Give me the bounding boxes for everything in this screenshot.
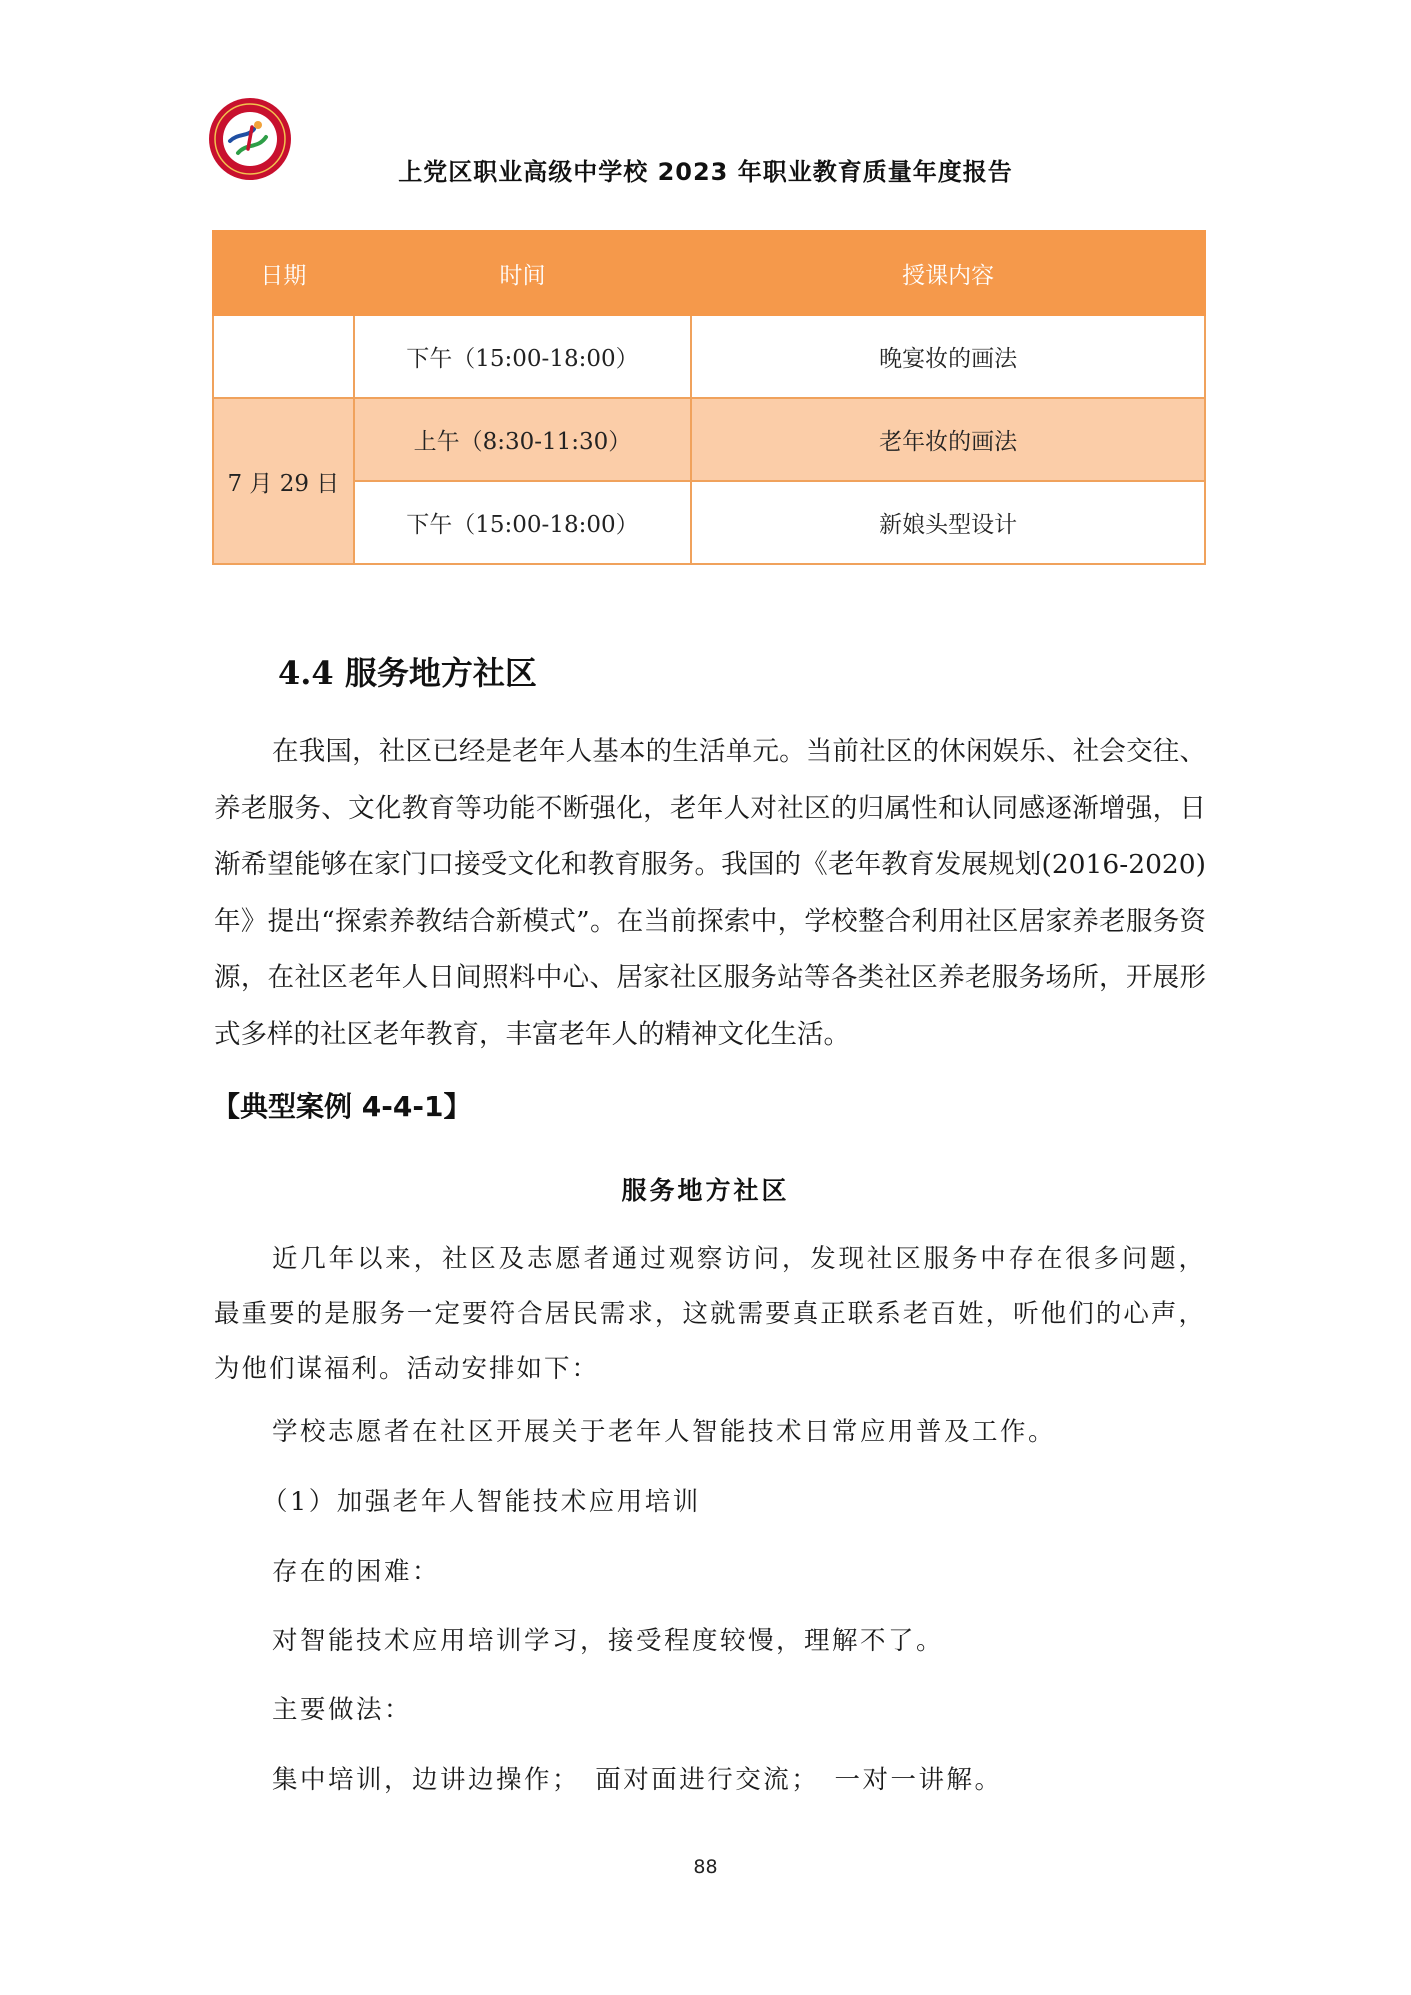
table-cell-time: 下午（15:00-18:00） xyxy=(354,481,691,564)
schedule-table xyxy=(212,230,1206,565)
table-row xyxy=(213,398,1205,481)
case-label: 【典型案例 4-4-1】 xyxy=(212,1090,472,1123)
case-line: （1）加强老年人智能技术应用培训 xyxy=(262,1487,701,1517)
document-header-title: 上党区职业高级中学校 2023 年职业教育质量年度报告 xyxy=(398,158,1013,186)
table-cell-time: 上午（8:30-11:30） xyxy=(354,398,691,481)
table-cell-date: 7 月 29 日 xyxy=(213,398,354,564)
table-row xyxy=(213,315,1205,398)
case-line: 集中培训，边讲边操作； 面对面进行交流； 一对一讲解。 xyxy=(272,1765,1003,1795)
case-line: 主要做法： xyxy=(272,1695,413,1725)
table-header-row xyxy=(213,231,1205,315)
case-line: 对智能技术应用培训学习，接受程度较慢，理解不了。 xyxy=(272,1626,945,1656)
table-cell-time: 下午（15:00-18:00） xyxy=(354,315,691,398)
section-paragraph: 在我国，社区已经是老年人基本的生活单元。当前社区的休闲娱乐、社会交往、养老服务、文化教育等功能不断强化，老年人对社区的归属性和认同感逐渐增强，日渐希望能够在家门口接受文化和教育服务。我国的《老年教育发展规划(2016-2020)年》提出“探索养教结合新模式”。在当前探索中，学校整合利用社区居家养老服务资源，在社区老年人日间照料中心、居家社区服务站等各类社区养老服务场所，开展形式多样的社区老年教育，丰富老年人的精神文化生活。 xyxy=(214,736,1206,1050)
case-intro-paragraph: 近几年以来，社区及志愿者通过观察访问，发现社区服务中存在很多问题，最重要的是服务一定要符合居民需求，这就需要真正联系老百姓，听他们的心声，为他们谋福利。活动安排如下： xyxy=(214,1244,1206,1384)
case-line: 学校志愿者在社区开展关于老年人智能技术日常应用普及工作。 xyxy=(272,1417,1057,1447)
table-header-date: 日期 xyxy=(213,231,354,315)
table-cell-content: 新娘头型设计 xyxy=(691,481,1205,564)
table-cell-date xyxy=(213,315,354,398)
table-header-content: 授课内容 xyxy=(691,231,1205,315)
case-title: 服务地方社区 xyxy=(621,1176,790,1205)
page-number: 88 xyxy=(693,1856,718,1878)
section-heading: 4.4 服务地方社区 xyxy=(278,654,537,692)
table-header-time: 时间 xyxy=(354,231,691,315)
table-row xyxy=(213,481,1205,564)
case-line: 存在的困难： xyxy=(272,1557,441,1587)
table-cell-content: 老年妆的画法 xyxy=(691,398,1205,481)
table-cell-content: 晚宴妆的画法 xyxy=(691,315,1205,398)
